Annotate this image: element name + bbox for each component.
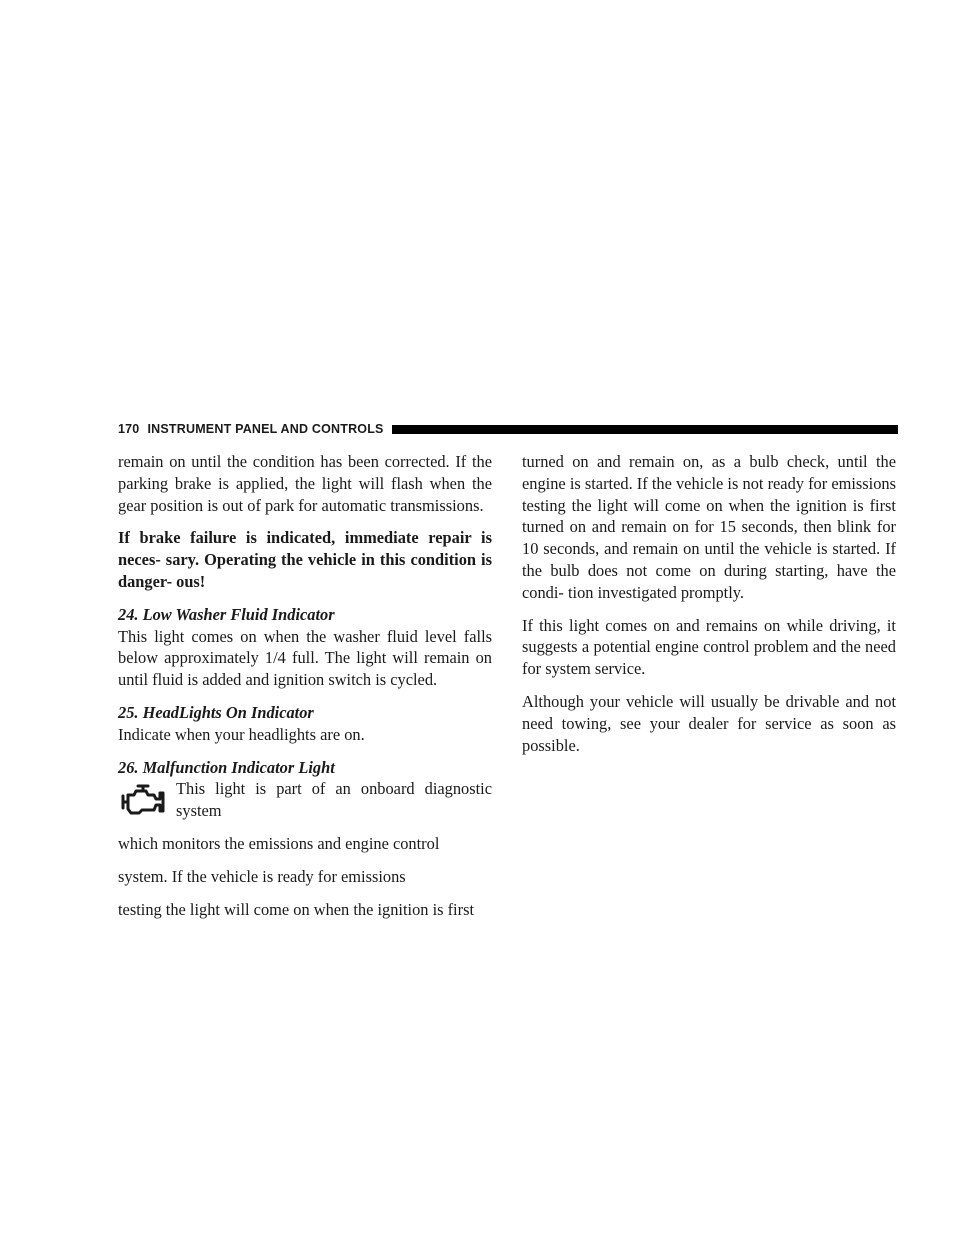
mil-continued-paragraph: turned on and remain on, as a bulb check, until the engine is started. If the vehicle is not ready for emissions testing the light will come on when the ignition is first turned on and remain on for 15 seconds, then blink for 10 seconds, and remain on until the vehicle is started. If the bulb does not come on during starting, have the condi- tion investigated promptly.	[522, 452, 896, 602]
item-26-body	[118, 778, 492, 920]
page-header	[118, 421, 898, 437]
brake-continued-paragraph: remain on until the condition has been corrected. If the parking brake is applied, the light will flash when the gear position is out of park for automatic transmissions.	[118, 452, 492, 515]
mil-driving-paragraph: If this light comes on and remains on while driving, it suggests a potential engine control problem and the need for system service.	[522, 615, 896, 679]
brake-warning: If brake failure is indicated, immediate repair is neces- sary. Operating the vehicle in this condition is danger- ous!	[118, 528, 492, 591]
left-column	[118, 451, 492, 931]
item-24-body: This light comes on when the washer fluid level falls below approximately 1/4 full. The light will remain on until fluid is added and ignition switch is cycled.	[118, 626, 492, 690]
item-25-body: Indicate when your headlights are on.	[118, 724, 365, 744]
page-number: 170	[118, 422, 140, 436]
item-26-line-3: system. If the vehicle is ready for emissions	[118, 866, 406, 886]
item-26-line-1: This light is part of an onboard diagnostic system	[176, 779, 492, 821]
item-26-line-2: which monitors the emissions and engine control	[118, 833, 440, 853]
engine-check-icon	[120, 782, 166, 818]
header-rule	[392, 425, 898, 434]
item-24-heading: 24. Low Washer Fluid Indicator	[118, 604, 335, 624]
mil-service-paragraph: Although your vehicle will usually be drivable and not need towing, see your dealer for service as soon as possible.	[522, 691, 896, 755]
item-26-line-4: testing the light will come on when the ignition is first	[118, 899, 475, 919]
section-title: INSTRUMENT PANEL AND CONTROLS	[147, 422, 384, 436]
item-25-heading: 25. HeadLights On Indicator	[118, 702, 314, 722]
right-column	[522, 451, 896, 767]
item-26-heading: 26. Malfunction Indicator Light	[118, 757, 335, 777]
